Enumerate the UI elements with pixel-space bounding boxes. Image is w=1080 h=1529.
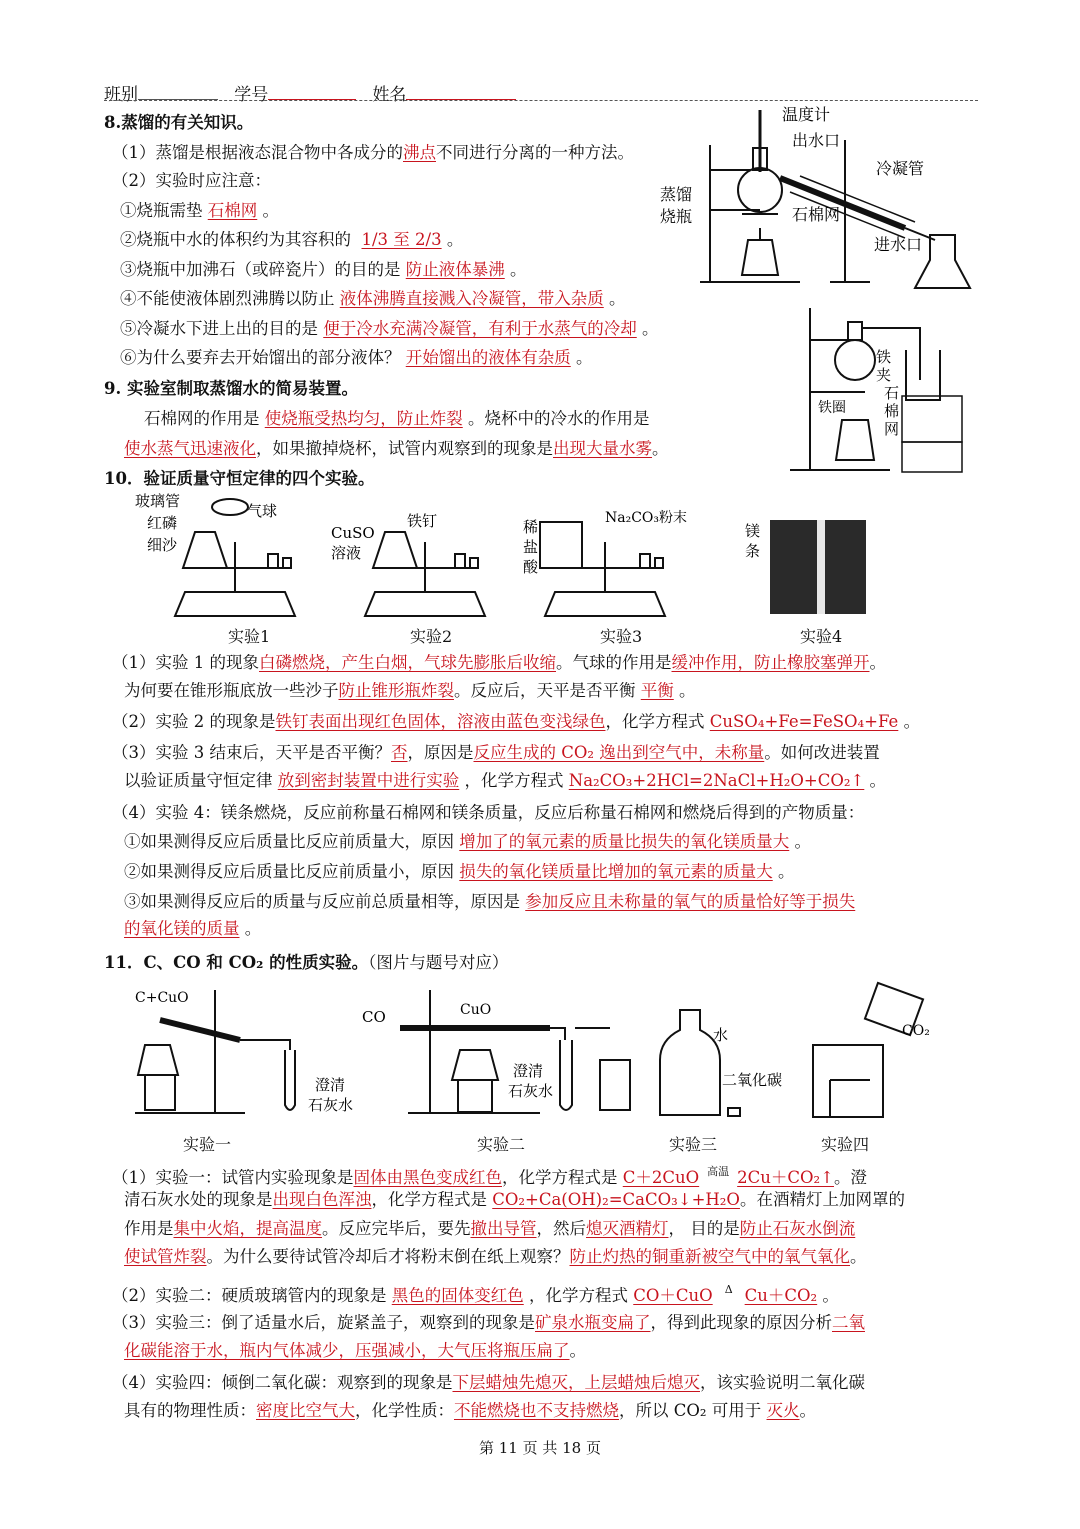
fig10-solution: 溶液 <box>331 544 362 562</box>
fig10-acid-1: 稀 <box>523 518 539 536</box>
s11-q1-line4: 使试管炸裂。为什么要待试管冷却后才将粉末倒在纸上观察？防止灼热的铜重新被空气中的氧气氧化。 <box>124 1247 867 1266</box>
id-field[interactable] <box>268 83 356 100</box>
mg-photo-divider <box>817 520 825 614</box>
s8-item1: ①烧瓶需垫 石棉网 。 <box>120 201 279 220</box>
s8-item5: ⑤冷凝水下进上出的目的是 便于冷水充满冷凝管，有利于水蒸气的冷却 。 <box>120 319 659 338</box>
fig9-clamp-1: 铁 <box>876 348 892 366</box>
s11-title-row: 11．C、CO 和 CO₂ 的性质实验。（图片与题号对应） <box>104 953 509 972</box>
s10-caption-3: 实验3 <box>600 627 643 646</box>
s11-q1-line2: 清石灰水处的现象是出现白色浑浊，化学方程式是 CO₂+Ca(OH)₂=CaCO₃↓+H₂O。在酒精灯上加网罩的 <box>124 1190 905 1209</box>
s9-line2: 使水蒸气迅速液化，如果撤掉烧杯，试管内观察到的现象是出现大量水雾。 <box>124 439 669 458</box>
fig10-balloon: 气球 <box>247 502 278 520</box>
s10-q2: （2）实验 2 的现象是铁钉表面出现红色固体，溶液由蓝色变浅绿色，化学方程式 CuSO₄+Fe=FeSO₄+Fe 。 <box>112 712 921 731</box>
fig9-ring: 铁圈 <box>818 400 846 416</box>
s10-q4-item3-line1: ③如果测得反应后的质量与反应前总质量相等，原因是 参加反应且未称量的氧气的质量恰好等于损失 <box>124 892 856 911</box>
fig11-co: CO <box>362 1008 386 1026</box>
s11-q4-line2: 具有的物理性质：密度比空气大，化学性质：不能燃烧也不支持燃烧，所以 CO₂ 可用于 灭火。 <box>124 1401 817 1420</box>
s8-title: 8.蒸馏的有关知识。 <box>104 113 254 132</box>
page-footer: 第 11 页 共 18 页 <box>478 1439 601 1457</box>
s11-caption-2: 实验二 <box>477 1135 526 1154</box>
fig8-condenser-label: 冷凝管 <box>876 159 925 178</box>
fig9-gauze-2: 棉 <box>884 402 900 420</box>
fig8-inlet-label: 进水口 <box>874 235 923 254</box>
distillation-apparatus-figure <box>660 100 980 300</box>
fig11-ccuo: C+CuO <box>135 990 189 1006</box>
fig10-acid-2: 盐 <box>523 538 539 556</box>
s10-q4: （4）实验 4：镁条燃烧，反应前称量石棉网和镁条质量，反应后称量石棉网和燃烧后得到的产物质量： <box>112 803 865 822</box>
s11-caption-1: 实验一 <box>183 1135 232 1154</box>
name-field[interactable] <box>406 83 516 100</box>
s10-caption-4: 实验4 <box>800 627 843 646</box>
s11-q1-line3: 作用是集中火焰，提高温度。反应完毕后，要先撤出导管，然后熄灭酒精灯， 目的是防止石灰水倒流 <box>124 1219 856 1238</box>
s10-caption-2: 实验2 <box>410 627 453 646</box>
fig10-mg-2: 条 <box>745 542 761 560</box>
s9-line1: 石棉网的作用是 使烧瓶受热均匀，防止炸裂 。烧杯中的冷水的作用是 <box>144 409 650 428</box>
fig10-phosphorus: 红磷 <box>147 514 178 532</box>
s11-caption-4: 实验四 <box>821 1135 870 1154</box>
class-field[interactable] <box>138 83 218 100</box>
fig9-clamp-2: 夹 <box>876 366 892 384</box>
s10-q1-line2: 为何要在锥形瓶底放一些沙子防止锥形瓶炸裂。反应后，天平是否平衡 平衡 。 <box>124 681 696 700</box>
s10-title: 10．验证质量守恒定律的四个实验。 <box>104 469 375 488</box>
s10-q3-line2: 以验证质量守恒定律 放到密封装置中进行实验 ，化学方程式 Na₂CO₃+2HCl=2NaCl+H₂O+CO₂↑ 。 <box>124 771 887 790</box>
fig8-outlet-label: 出水口 <box>792 131 841 150</box>
fig8-gauze-label: 石棉网 <box>792 205 841 224</box>
carbon-experiments-figure <box>130 980 980 1120</box>
class-label: 班别 <box>104 85 138 105</box>
s10-q4-item2: ②如果测得反应后质量比反应前质量小，原因 损失的氧化镁质量比增加的氧元素的质量大 。 <box>124 862 795 881</box>
s10-q3-line1: （3）实验 3 结束后，天平是否平衡？否，原因是反应生成的 CO₂ 逸出到空气中，未称量。如何改进装置 <box>112 743 880 762</box>
s11-q2: （2）实验二：硬质玻璃管内的现象是 黑色的固体变红色 ，化学方程式 CO＋CuO $^\Delta$ Cu＋CO₂ 。 <box>112 1283 839 1305</box>
fig10-na2co3: Na₂CO₃粉末 <box>605 510 688 526</box>
s10-q4-item3-line2: 的氧化镁的质量 。 <box>124 919 262 938</box>
s8-line1: （1）蒸馏是根据液态混合物中各成分的沸点不同进行分离的一种方法。 <box>112 143 634 162</box>
id-label: 学号 <box>234 85 269 105</box>
s11-q1-line1: （1）实验一：试管内实验现象是固体由黑色变成红色，化学方程式是 C＋2CuO $^{高温}$ 2Cu＋CO₂↑。澄 <box>112 1165 867 1187</box>
mass-conservation-figure <box>135 492 975 622</box>
fig10-cuso4: CuSO <box>331 524 375 542</box>
s8-item2: ②烧瓶中水的体积约为其容积的 1/3 至 2/3 。 <box>120 230 464 249</box>
fig10-sand: 细沙 <box>147 536 178 554</box>
fig9-gauze-1: 石 <box>884 384 900 402</box>
fig8-flask-label-1: 蒸馏 <box>660 185 693 204</box>
s10-q4-item1: ①如果测得反应后质量比反应前质量大，原因 增加了的氧元素的质量比损失的氧化镁质量大 。 <box>124 832 811 851</box>
fig10-nail: 铁钉 <box>407 512 438 530</box>
fig11-water: 水 <box>713 1026 729 1044</box>
name-label: 姓名 <box>372 85 407 105</box>
s9-title: 9. 实验室制取蒸馏水的简易装置。 <box>104 379 358 398</box>
s11-q3-line2: 化碳能溶于水，瓶内气体减少，压强减小，大气压将瓶压扁了。 <box>124 1341 586 1360</box>
fig11-lime2-b: 石灰水 <box>508 1082 554 1100</box>
s10-caption-1: 实验1 <box>228 627 271 646</box>
fig11-lime1-b: 石灰水 <box>308 1096 354 1114</box>
fig11-cuo: CuO <box>460 1002 492 1018</box>
s11-caption-3: 实验三 <box>669 1135 718 1154</box>
s10-q1-line1: （1）实验 1 的现象白磷燃烧，产生白烟，气球先膨胀后收缩。气球的作用是缓冲作用，防止橡胶塞弹开。 <box>112 653 886 672</box>
fig11-lime2-a: 澄清 <box>513 1062 544 1080</box>
s8-item3: ③烧瓶中加沸石（或碎瓷片）的目的是 防止液体暴沸 。 <box>120 260 527 279</box>
simple-still-figure <box>780 300 980 480</box>
s8-item6: ⑥为什么要弃去开始馏出的部分液体？ 开始馏出的液体有杂质 。 <box>120 348 593 367</box>
fig10-mg-1: 镁 <box>745 522 761 540</box>
s11-q3-line1: （3）实验三：倒了适量水后，旋紧盖子，观察到的现象是矿泉水瓶变扁了，得到此现象的原因分析二氧 <box>112 1313 865 1332</box>
fig10-tube: 玻璃管 <box>135 492 181 510</box>
s8-line2: （2）实验时应注意： <box>112 171 271 190</box>
s11-q4-line1: （4）实验四：倾倒二氧化碳：观察到的现象是下层蜡烛先熄灭，上层蜡烛后熄灭，该实验说明二氧化碳 <box>112 1373 865 1392</box>
fig10-acid-3: 酸 <box>523 558 539 576</box>
fig8-flask-label-2: 烧瓶 <box>660 207 693 226</box>
fig11-lime1-a: 澄清 <box>315 1076 346 1094</box>
fig11-co2: 二氧化碳 <box>722 1071 783 1089</box>
fig9-gauze-3: 网 <box>884 420 900 438</box>
student-info-header <box>104 80 516 105</box>
s8-item4: ④不能使液体剧烈沸腾以防止 液体沸腾直接溅入冷凝管，带入杂质 。 <box>120 289 626 308</box>
fig8-thermometer-label: 温度计 <box>782 105 831 124</box>
fig11-co2-bottle: CO₂ <box>902 1023 930 1039</box>
